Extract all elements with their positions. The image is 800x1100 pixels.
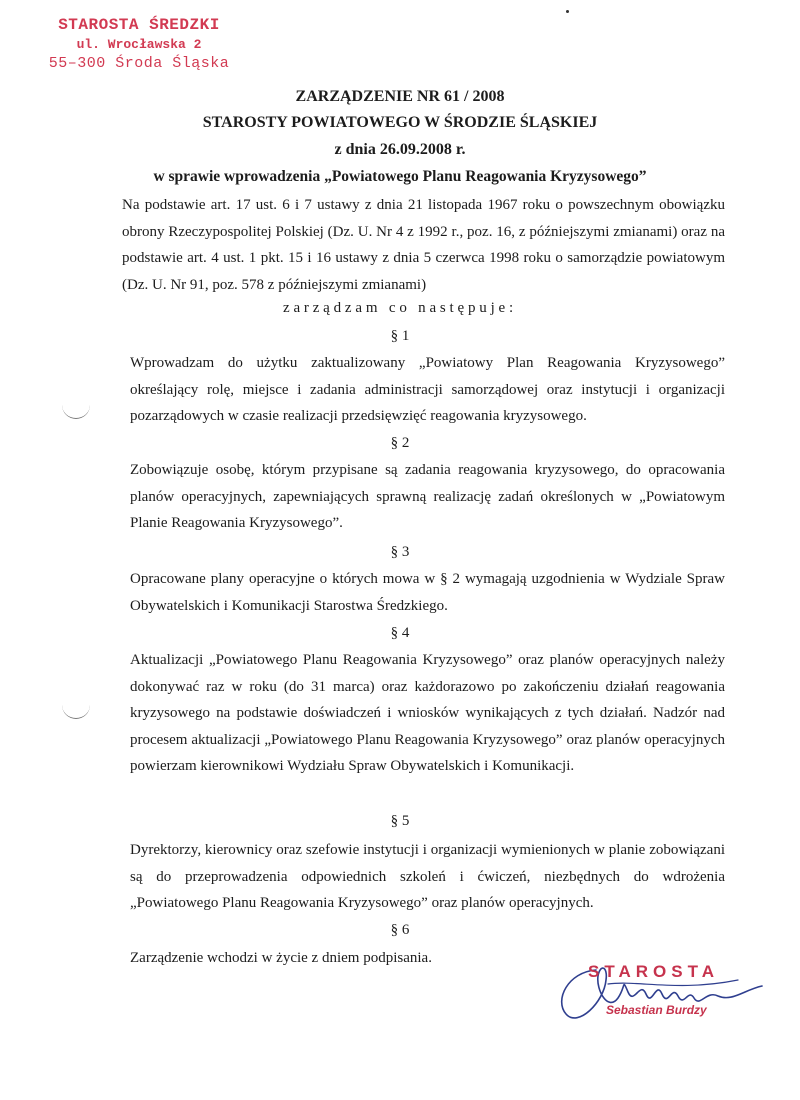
- punch-hole-mark: [62, 704, 90, 719]
- decree-line: zarządzam co następuje:: [283, 300, 517, 316]
- stamp-street: ul. Wrocławska 2: [76, 37, 202, 52]
- section-text: Aktualizacji „Powiatowego Planu Reagowania Kryzysowego” oraz planów operacyjnych należy dokonywać raz w roku (do 31 marca) oraz każdorazowo po zakończeniu działań reagowania kryzysowego na podstawie doświadczeń i wniosków wynikających z tych działań. Nadzór nad procesem aktualizacji „Powiatowego Planu Reagowania Kryzysowego” oraz planów operacyjnych powierzam kierownikowi Wydziału Spraw Obywatelskich i Komunikacji.: [130, 652, 725, 774]
- section-mark: § 5: [390, 813, 410, 829]
- section-mark: § 6: [390, 922, 410, 938]
- section-mark: § 4: [390, 625, 410, 641]
- stamp-office-name: STAROSTA ŚREDZKI: [58, 16, 220, 34]
- speck-mark: [566, 10, 569, 13]
- document-subject: w sprawie wprowadzenia „Powiatowego Planu Reagowania Kryzysowego”: [153, 168, 647, 185]
- stamp-city: 55–300 Środa Śląska: [48, 55, 230, 72]
- section-text: Zarządzenie wchodzi w życie z dniem podpisania.: [130, 950, 432, 966]
- signature-stamp-role: STAROSTA: [588, 962, 719, 981]
- section-mark: § 1: [390, 328, 410, 344]
- document-issuer: STAROSTY POWIATOWEGO W ŚRODZIE ŚLĄSKIEJ: [202, 114, 598, 131]
- section-mark: § 3: [390, 544, 410, 560]
- section-text: Opracowane plany operacyjne o których mowa w § 2 wymagają uzgodnienia w Wydziale Spraw Obywatelskich i Komunikacji Starostwa Średzkiego.: [130, 571, 725, 614]
- document-title: ZARZĄDZENIE NR 61 / 2008: [295, 88, 505, 105]
- section-text: Zobowiązuje osobę, którym przypisane są zadania reagowania kryzysowego, do opracowania planów operacyjnych, zapewniających sprawną realizację zadań określonych w „Powiatowym Planie Reagowania Kryzysowego”.: [130, 462, 725, 531]
- section-text: Dyrektorzy, kierownicy oraz szefowie instytucji i organizacji wymienionych w planie zobowiązani są do przeprowadzenia odpowiednich szkoleń i ćwiczeń, niezbędnych do wdrożenia „Powiatowego Planu Reagowania Kryzysowego” oraz planów operacyjnych.: [130, 842, 725, 911]
- signature-stamp-name: Sebastian Burdzy: [606, 1003, 707, 1017]
- punch-hole-mark: [62, 404, 90, 419]
- legal-basis-paragraph: Na podstawie art. 17 ust. 6 i 7 ustawy z dnia 21 listopada 1967 roku o powszechnym obowiązku obrony Rzeczypospolitej Polskiej (Dz. U. Nr 4 z 1992 r., poz. 16, z późniejszymi zmianami) oraz na podstawie art. 4 ust. 1 pkt. 15 i 16 ustawy z dnia 5 czerwca 1998 roku o samorządzie powiatowym (Dz. U. Nr 91, poz. 578 z późniejszymi zmianami): [122, 197, 725, 293]
- section-mark: § 2: [390, 435, 410, 451]
- office-stamp: [34, 16, 244, 73]
- section-text: Wprowadzam do użytku zaktualizowany „Powiatowy Plan Reagowania Kryzysowego” określający rolę, miejsce i zadania administracji samorządowej oraz instytucji i organizacji pozarządowych w czasie realizacji przedsięwzięć reagowania kryzysowego.: [130, 355, 725, 424]
- document-date: z dnia 26.09.2008 r.: [334, 141, 466, 158]
